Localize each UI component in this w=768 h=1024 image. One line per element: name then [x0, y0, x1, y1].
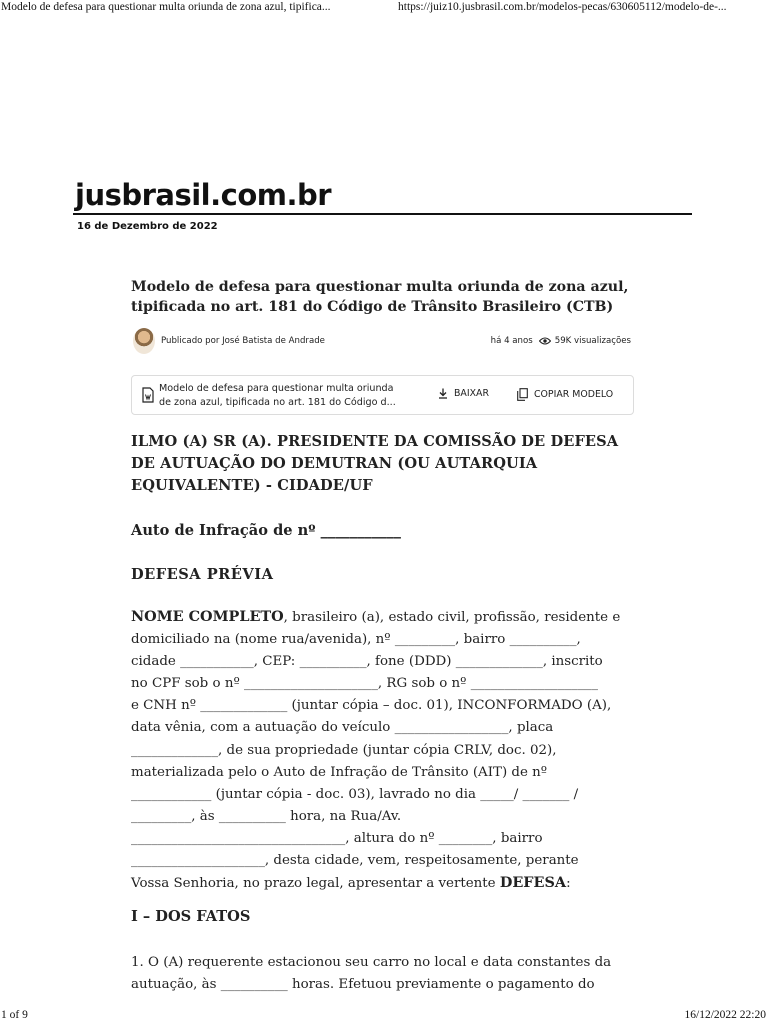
para-line: e CNH nº _____________ (juntar cópia – doc. 01), INCONFORMADO (A), — [131, 698, 612, 714]
published-age: há 4 anos — [490, 336, 533, 346]
para-line: ________________________________, altura do nº ________, bairro — [131, 830, 543, 846]
eye-icon — [539, 337, 551, 345]
page-counter: 1 of 9 — [1, 1009, 28, 1021]
defesa-bold: DEFESA — [499, 874, 567, 892]
para-line: , brasileiro (a), estado civil, profissão, residente e — [283, 610, 621, 625]
author-line[interactable]: Publicado por José Batista de Andrade — [161, 336, 325, 346]
section-title-fatos: I – DOS FATOS — [131, 908, 251, 925]
para-line: Vossa Senhoria, no prazo legal, apresentar a vertente — [131, 876, 500, 892]
para-line: cidade ___________, CEP: __________, fone (DDD) _____________, inscrito — [131, 654, 603, 670]
document-file-name: Modelo de defesa para questionar multa oriunda de zona azul, tipificada no art. 181 do Código d... — [159, 383, 396, 408]
document-title: Modelo de defesa para questionar multa oriunda de zona azul, tipificada no art. 181 do Código de Trânsito Brasileiro (CTB) — [131, 279, 629, 315]
copy-model-button[interactable] — [517, 388, 613, 401]
document-file-card — [131, 375, 634, 415]
para-line: data vênia, com a autuação do veículo _________________, placa — [131, 720, 554, 736]
para-line: _________, às __________ hora, na Rua/Av. — [131, 808, 402, 824]
para-line: no CPF sob o nº ____________________, RG sob o nº ___________________ — [131, 676, 598, 692]
author-avatar[interactable] — [133, 328, 155, 354]
para-line: 1. O (A) requerente estacionou seu carro no local e data constantes da — [131, 955, 612, 970]
header-divider — [73, 213, 692, 215]
copy-icon — [517, 388, 528, 401]
print-footer — [0, 1008, 768, 1024]
copy-model-button-label: COPIAR MODELO — [534, 389, 614, 400]
author-row — [131, 327, 631, 355]
defesa-previa-title: DEFESA PRÉVIA — [131, 566, 274, 583]
document-meta — [491, 336, 631, 346]
print-header — [0, 0, 768, 16]
download-icon — [438, 388, 448, 399]
para-line: autuação, às __________ horas. Efetuou previamente o pagamento do — [131, 977, 595, 992]
print-header-title: Modelo de defesa para questionar multa oriunda de zona azul, tipifica... — [1, 1, 331, 13]
download-button[interactable] — [438, 388, 489, 399]
document-file-icon — [142, 387, 154, 403]
para-line: ____________ (juntar cópia - doc. 03), lavrado no dia _____/ _______ / — [131, 786, 579, 802]
para-line: _____________, de sua propriedade (juntar cópia CRLV, doc. 02), — [131, 742, 557, 758]
site-logo-text[interactable]: jusbrasil.com.br — [75, 178, 332, 212]
facts-paragraph — [131, 952, 631, 996]
header-date: 16 de Dezembro de 2022 — [77, 221, 218, 232]
print-header-url: https://juiz10.jusbrasil.com.br/modelos-pecas/630605112/modelo-de-... — [398, 1, 727, 13]
para-line: materializada pelo o Auto de Infração de Trânsito (AIT) de nº — [131, 764, 548, 780]
auto-infracao-line: Auto de Infração de nº ___________ — [131, 522, 401, 539]
print-datetime: 16/12/2022 22:20 — [684, 1009, 766, 1021]
para-end: : — [566, 876, 571, 892]
addressee-heading: ILMO (A) SR (A). PRESIDENTE DA COMISSÃO DE DEFESA DE AUTUAÇÃO DO DEMUTRAN (OU AUTARQUIA EQUIVALENTE) - CIDADE/UF — [131, 433, 619, 494]
qualification-paragraph — [131, 606, 631, 895]
download-button-label: BAIXAR — [454, 388, 489, 399]
para-line: domiciliado na (nome rua/avenida), nº _________, bairro __________, — [131, 632, 581, 648]
views-count: 59K visualizações — [554, 336, 631, 346]
nome-completo-lead: NOME COMPLETO — [131, 608, 284, 625]
para-line: ____________________, desta cidade, vem, respeitosamente, perante — [131, 853, 579, 869]
